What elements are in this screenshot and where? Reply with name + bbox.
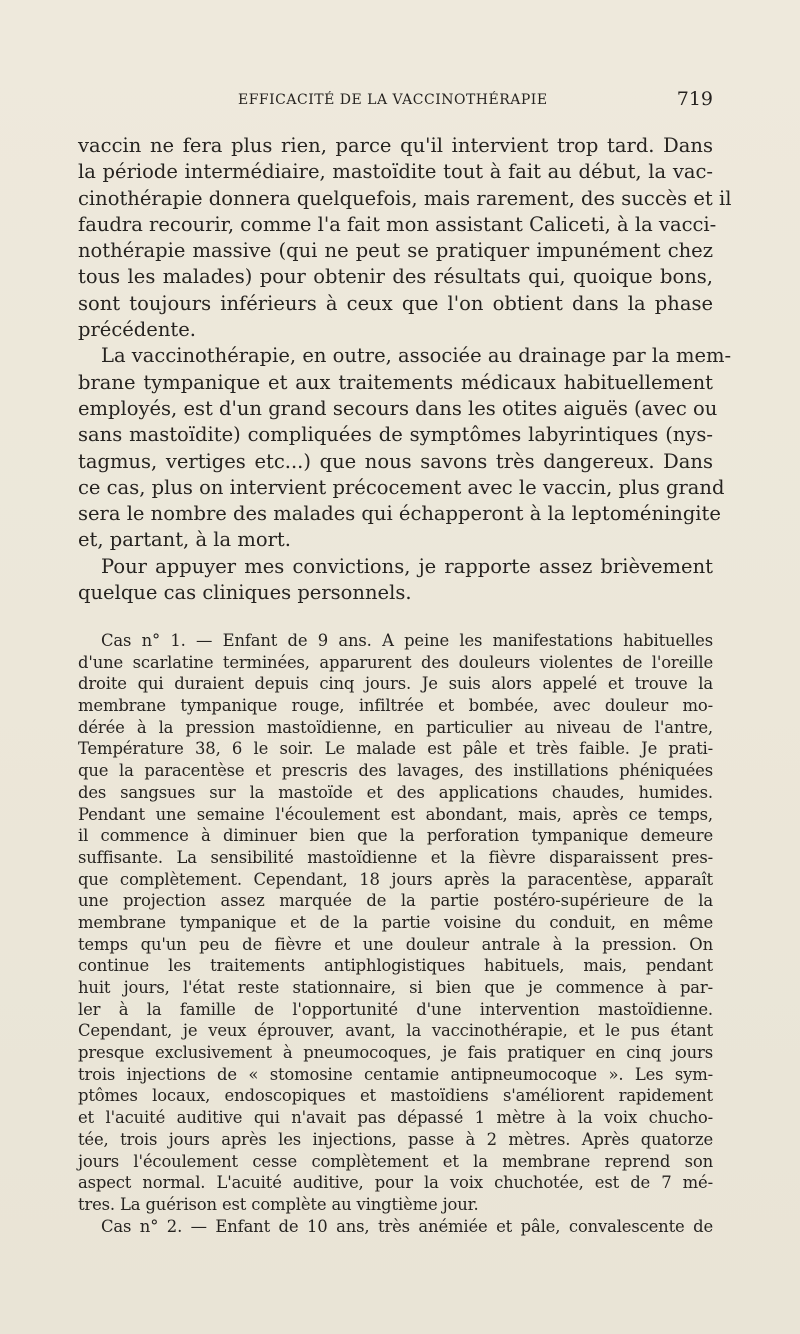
text-line: vaccin ne fera plus rien, parce qu'il intervient trop tard. Dans [78,134,713,157]
case-line: il commence à diminuer bien que la perforation tympanique demeure [78,826,713,846]
case-line: d'une scarlatine terminées, apparurent des douleurs violentes de l'oreille [78,652,713,672]
text-line: la période intermédiaire, mastoïdite tout à fait au début, la vac- [78,160,713,184]
case-line: que complètement. Cependant, 18 jours après la paracentèse, apparaît [78,869,713,889]
case-reports [78,630,713,1237]
case-line: suffisante. La sensibilité mastoïdienne et la fièvre disparaissent pres- [78,847,713,867]
text-line: brane tympanique et aux traitements médicaux habituellement [78,370,713,394]
page-number: 719 [676,88,713,110]
case-line: et l'acuité auditive qui n'avait pas dépassé 1 mètre à la voix chucho- [78,1108,713,1128]
case-line: Cas n° 1. — Enfant de 9 ans. A peine les manifestations habituelles [101,631,713,650]
case-line: ptômes locaux, endoscopiques et mastoïdiens s'améliorent rapidement [78,1086,713,1106]
text-line: Pour appuyer mes convictions, je rapporte assez brièvement [101,554,713,578]
case-line: tée, trois jours après les injections, passe à 2 mètres. Après quatorze [78,1129,713,1149]
text-line: sont toujours inférieurs à ceux que l'on obtient dans la phase [78,291,713,315]
case-line: Pendant une semaine l'écoulement est abondant, mais, après ce temps, [78,804,713,824]
case-line: ler à la famille de l'opportunité d'une intervention mastoïdienne. [78,999,713,1019]
running-title: EFFICACITÉ DE LA VACCINOTHÉRAPIE [238,92,548,108]
text-line: quelque cas cliniques personnels. [78,581,412,605]
case-line: trois injections de « stomosine centamie antipneumocoque ». Les sym- [78,1064,713,1084]
case-line: presque exclusivement à pneumocoques, je fais pratiquer en cinq jours [78,1043,713,1063]
text-line: tous les malades) pour obtenir des résultats qui, quoique bons, [78,265,713,289]
text-line: nothérapie massive (qui ne peut se pratiquer impunément chez [78,239,713,263]
text-line: cinothérapie donnera quelquefois, mais rarement, des succès et il [78,186,732,210]
case-line: membrane tympanique et de la partie voisine du conduit, en même [78,912,713,932]
case-line: membrane tympanique rouge, infiltrée et bombée, avec douleur mo- [78,696,713,716]
text-line: employés, est d'un grand secours dans les otites aiguës (avec ou [78,396,718,420]
text-line: La vaccinothérapie, en outre, associée au drainage par la mem- [101,344,732,368]
text-line: ce cas, plus on intervient précocement avec le vaccin, plus grand [78,475,725,499]
main-text [78,133,732,606]
case-line: des sangsues sur la mastoïde et des applications chaudes, humides. [78,782,713,802]
text-line: sans mastoïdite) compliquées de symptômes labyrintiques (nys- [78,423,713,447]
case-line: une projection assez marquée de la partie postéro-supérieure de la [78,891,713,911]
text-line: faudra recourir, comme l'a fait mon assistant Caliceti, à la vacci- [78,212,717,236]
case-line: Cas n° 2. — Enfant de 10 ans, très anémiée et pâle, convalescente de [101,1216,713,1236]
case-line: temps qu'un peu de fièvre et une douleur antrale à la pression. On [78,934,713,954]
case-line: jours l'écoulement cesse complètement et la membrane reprend son [78,1151,713,1171]
running-header [78,88,713,112]
case-line: Cependant, je veux éprouver, avant, la vaccinothérapie, et le pus étant [78,1021,713,1041]
text-line: précédente. [78,318,196,342]
text-line: tagmus, vertiges etc...) que nous savons très dangereux. Dans [78,449,713,473]
text-line: sera le nombre des malades qui échapperont à la leptoméningite [78,502,721,526]
text-line: et, partant, à la mort. [78,528,291,552]
case-line: continue les traitements antiphlogistiques habituels, mais, pendant [78,956,713,976]
case-line: que la paracentèse et prescris des lavages, des instillations phéniquées [78,761,713,781]
case-line: tres. La guérison est complète au vingtième jour. [78,1194,479,1214]
case-line: dérée à la pression mastoïdienne, en particulier au niveau de l'antre, [78,717,713,737]
case-line: droite qui duraient depuis cinq jours. Je suis alors appelé et trouve la [78,674,713,694]
case-line: Température 38, 6 le soir. Le malade est pâle et très faible. Je prati- [78,739,713,759]
case-line: aspect normal. L'acuité auditive, pour la voix chuchotée, est de 7 mé- [78,1173,713,1193]
case-line: huit jours, l'état reste stationnaire, si bien que je commence à par- [78,978,713,997]
